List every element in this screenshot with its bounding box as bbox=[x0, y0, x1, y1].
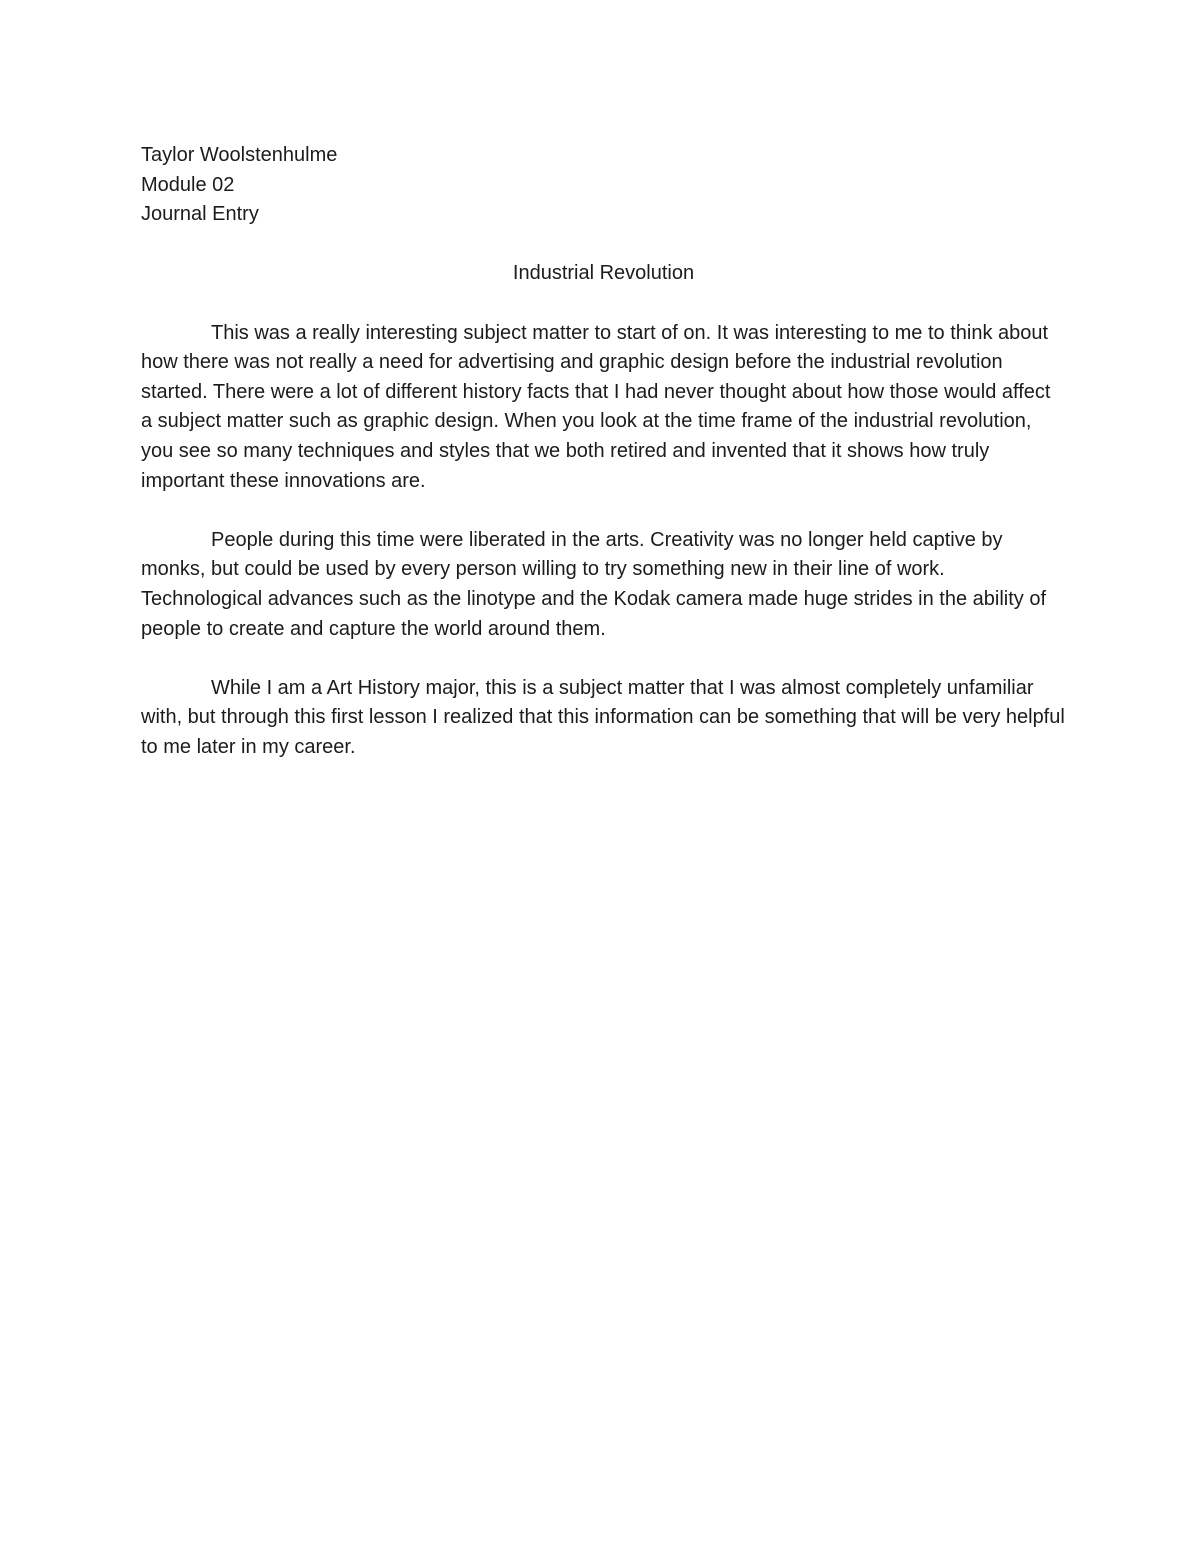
document-body bbox=[141, 141, 1066, 762]
document-title: Industrial Revolution bbox=[512, 262, 695, 285]
paragraph-3: While I am a Art History major, this is a subject matter that I was almost completely unfamiliar with, but through this first lesson I realized that this information can be something that will be very helpful to me later in my career. bbox=[141, 676, 1065, 758]
paragraph-1: This was a really interesting subject matter to start of on. It was interesting to me to think about how there was not really a need for advertising and graphic design before the industrial revolution started. There were a lot of different history facts that I had never thought about how those would affect a subject matter such as graphic design. When you look at the time frame of the industrial revolution, you see so many techniques and styles that we both retired and invented that it shows how truly important these innovations are. bbox=[141, 321, 1051, 492]
paragraph-2: People during this time were liberated in the arts. Creativity was no longer held captive by monks, but could be used by every person willing to try something new in their line of work. Technological advances such as the linotype and the Kodak camera made huge strides in the ability of people to create and capture the world around them. bbox=[141, 528, 1046, 640]
module-label: Module 02 bbox=[141, 173, 235, 196]
author-name: Taylor Woolstenhulme bbox=[141, 144, 338, 166]
assignment-label: Journal Entry bbox=[141, 203, 259, 226]
